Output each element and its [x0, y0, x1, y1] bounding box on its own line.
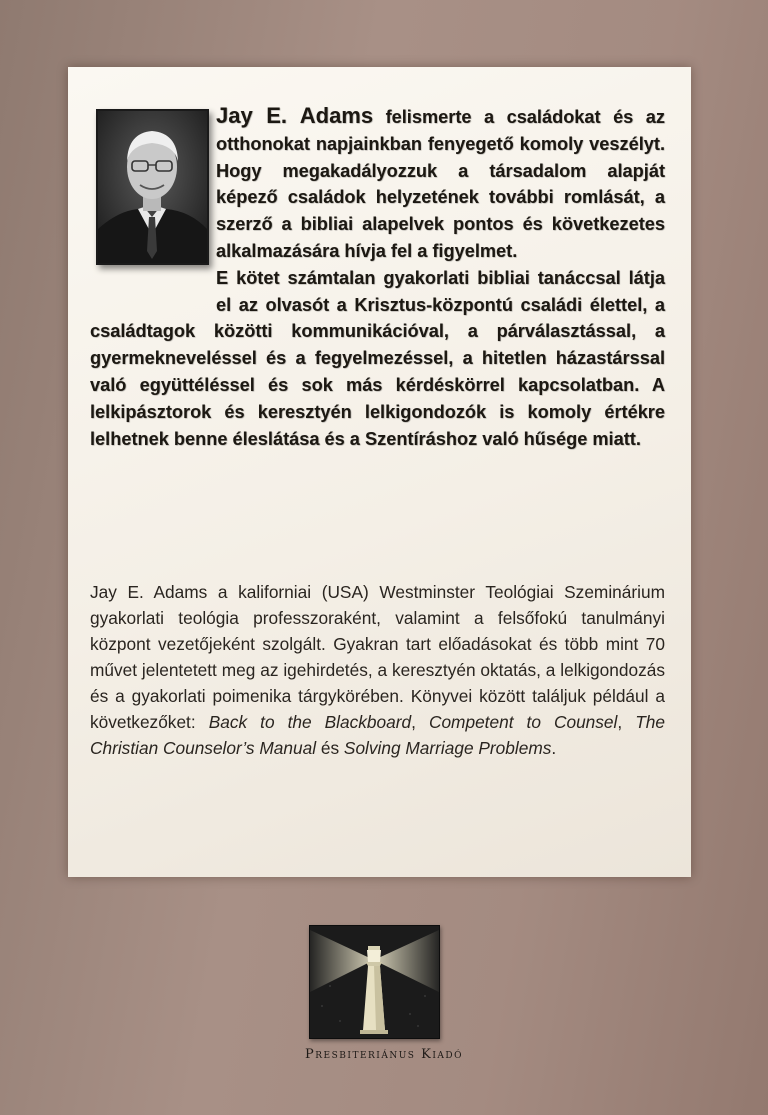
intro-text — [90, 103, 665, 452]
publisher-name: Presbiteriánus Kiadó — [305, 1047, 463, 1062]
intro-paragraph-2: E kötet számtalan gyakorlati bibliai tanáccsal látja el az olvasót a Krisztus-központú családi élettel, a családtagok közötti kommunikációval, a párválasztással, a gyermekneveléssel és a fegyelmezéssel, a hitetlen házastárssal való együttéléssel és sok más kérdéskörrel kapcsolatban. A lelkipásztorok és keresztyén lelkigondozók is komoly értékre lelhetnek benne éleslátása és a Szentíráshoz való hűsége miatt. — [90, 267, 665, 449]
lighthouse-logo-drawing — [310, 926, 439, 1038]
intro-paragraph-1-text: felismerte a családokat és az otthonokat napjainkban fenyegető komoly veszélyt. Hogy megakadályozzuk a társadalom alapját képező családok helyzetének további romlását, a szerző a bibliai alapelvek pontos és következetes alkalmazására hívja fel a figyelmet. — [216, 107, 665, 261]
bio-end: . — [551, 738, 557, 758]
lighthouse-icon — [309, 925, 440, 1039]
bio-and: és — [316, 738, 344, 758]
book-title-2: Competent to Counsel — [428, 712, 618, 732]
author-name: Jay E. Adams — [216, 103, 374, 128]
bio-sep-1: , — [411, 712, 429, 732]
book-title-3: The Christian Counselor’s Manual — [90, 712, 666, 758]
bio-text: Jay E. Adams a kaliforniai (USA) Westminster Teológiai Szeminárium gyakorlati teológia professzoraként, valamint a felsőfokú tanulmányi központ vezetőjeként szolgált. Gyakran tart előadásokat és több mint 70 művet jelentetett meg az igehirdetés, a keresztyén oktatás, a lelkigondozás és a gyakorlati poimenika tárgykörében. Könyvei között találjuk például a következőket: — [90, 582, 665, 732]
book-title-1: Back to the Blackboard — [208, 712, 412, 732]
back-cover-panel — [68, 67, 691, 877]
author-bio — [90, 579, 665, 761]
bio-sep-2: , — [617, 712, 636, 732]
book-title-4: Solving Marriage Problems — [343, 738, 552, 758]
